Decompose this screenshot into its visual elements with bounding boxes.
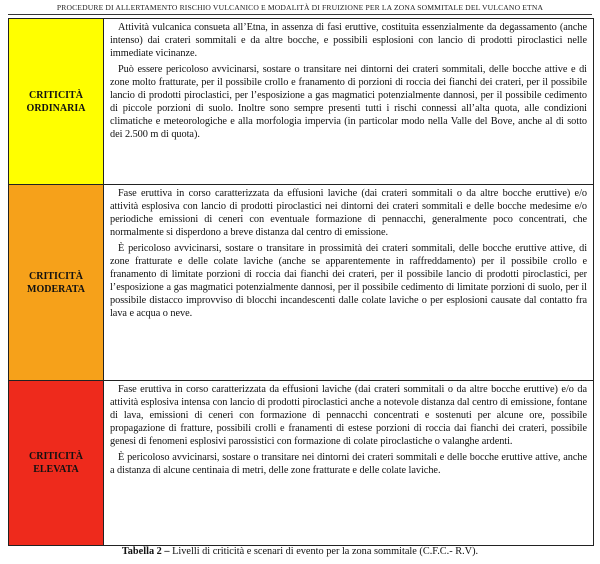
level-label-line2: MODERATA xyxy=(27,283,85,295)
table-caption xyxy=(0,546,600,557)
scenario-paragraph: Fase eruttiva in corso caratterizzata da effusioni laviche (dai crateri sommitali o da altre bocche eruttive) e/o attività esplosiva con lancio di prodotti piroclastici nei dintorni dei crateri sommitali e delle bocche medesime e/o periodiche emissioni di ceneri con eventuale formazione di pennacchi, generalmente poco concentrati, che normalmente si disperdono a breve distanza dal centro di emissione. xyxy=(110,188,587,238)
scenario-cell xyxy=(104,185,593,380)
scenario-cell xyxy=(104,19,593,184)
table-row-moderata xyxy=(9,185,593,381)
scenario-paragraph: Attività vulcanica consueta all’Etna, in assenza di fasi eruttive, costituita essenzialmente da degassamento (anche intenso) dai crateri sommitali e da altre bocche, e possibili esplosioni con lancio di prodotti piroclastici nelle immediate vicinanze. xyxy=(110,22,587,59)
level-cell xyxy=(9,381,104,545)
level-label-line2: ORDINARIA xyxy=(26,102,86,114)
level-label-line1: CRITICITÀ xyxy=(29,270,83,282)
header-rule xyxy=(8,14,592,15)
level-label-line1: CRITICITÀ xyxy=(29,89,83,101)
caption-label: Tabella 2 – xyxy=(121,546,170,557)
criticality-table xyxy=(8,18,594,546)
scenario-paragraph: È pericoloso avvicinarsi, sostare o transitare in prossimità dei crateri sommitali, delle bocche eruttive attive, di zone fratturate e delle colate laviche (anche se apparentemente in raffreddamento) per il possibile crollo e franamento di limitate porzioni di roccia dai fianchi dei crateri, per il possibile lancio di prodotti piroclastici, per l’esposizione a gas magmatici potenzialmente dannosi, per il possibile cedimento di limitate porzioni di suolo, per il possibile distacco improvviso di blocchi incandescenti dalle colate laviche o per esplosioni causate dal contatto fra lava e acqua o neve. xyxy=(110,243,587,319)
scenario-paragraph: Può essere pericoloso avvicinarsi, sostare o transitare nei dintorni dei crateri sommitali, delle bocche attive e di zone molto fratturate, per il possibile crollo e franamento di porzioni di roccia dei fianchi dei crateri, per il possibile lancio di prodotti piroclastici, per l’esposizione a gas magmatici potenzialmente dannosi, per il possibile cedimento di piccole porzioni di suolo. Inoltre sono sempre presenti tutti i rischi connessi all’alta quota, alle condizioni climatiche e meteorologiche e alla morfologia impervia (in particolar modo nella Valle del Bove, anche al di sotto dei 2.500 m di quota). xyxy=(110,64,587,140)
level-label-line1: CRITICITÀ xyxy=(29,451,83,462)
scenario-paragraph: Fase eruttiva in corso caratterizzata da effusioni laviche (dai crateri sommitali o da altre bocche eruttive) e/o da attività esplosiva intensa con lancio di prodotti piroclastici anche a notevole distanza dal centro di emissione, fontane di lava, emissioni di ceneri con formazione di pennacchi concentrati e sostenuti per alcune ore, possibile propagazione di fratture, possibili crolli e franamenti di estese porzioni di roccia dai fianchi dei crateri, possibile genesi di fenomeni esplosivi parossistici con formazione di colate piroclastiche o valanghe ardenti. xyxy=(110,384,587,447)
table-row-elevata xyxy=(9,381,593,545)
caption-text: Livelli di criticità e scenari di evento per la zona sommitale (C.F.C.- R.V). xyxy=(169,546,479,557)
scenario-cell xyxy=(104,381,593,545)
level-label-line2: ELEVATA xyxy=(33,464,79,475)
table-row-ordinaria xyxy=(9,19,593,185)
scenario-paragraph: È pericoloso avvicinarsi, sostare o transitare nei dintorni dei crateri sommitali e delle bocche eruttive attive, anche a distanza di alcune centinaia di metri, delle zone fratturate e delle colate laviche. xyxy=(110,452,587,476)
level-cell xyxy=(9,185,104,380)
page-header: PROCEDURE DI ALLERTAMENTO RISCHIO VULCANICO E MODALITÀ DI FRUIZIONE PER LA ZONA SOMMITALE DEL VULCANO ETNA xyxy=(56,3,544,12)
level-cell xyxy=(9,19,104,184)
